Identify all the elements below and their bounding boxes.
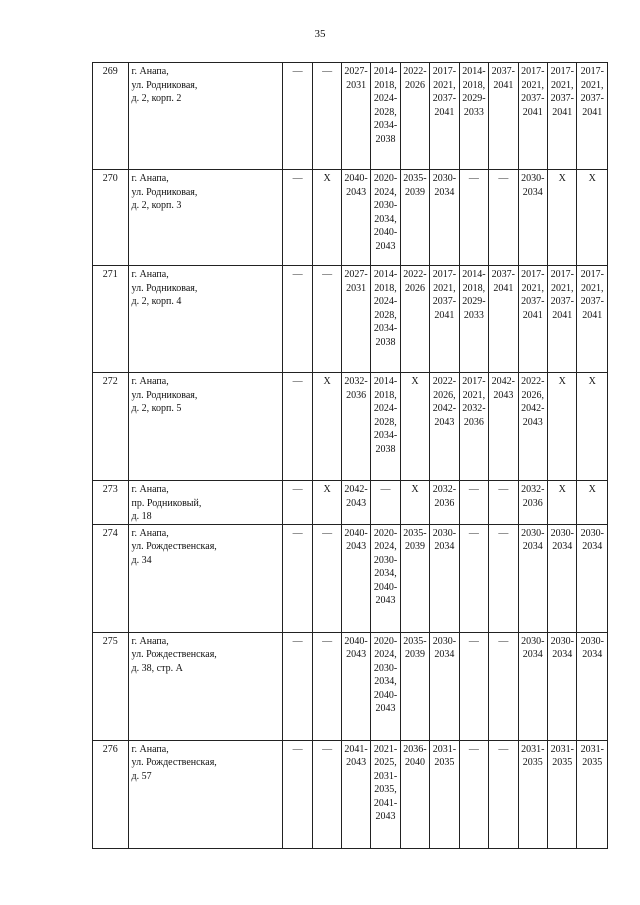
schedule-cell: 2017- 2021, 2037- 2041	[577, 266, 608, 373]
table-row	[93, 63, 608, 170]
schedule-cell: 2022- 2026, 2042- 2043	[518, 373, 547, 481]
schedule-cell: 2030- 2034	[518, 524, 547, 632]
schedule-cell: 2036- 2040	[400, 740, 429, 848]
schedule-cell: —	[459, 632, 488, 740]
schedule-cell: 2037- 2041	[489, 266, 518, 373]
schedule-cell: —	[282, 740, 312, 848]
schedule-cell: —	[282, 524, 312, 632]
page-number: 35	[314, 28, 326, 40]
schedule-cell: 2035- 2039	[400, 170, 429, 266]
repair-schedule-table	[92, 62, 608, 849]
schedule-cell: —	[489, 524, 518, 632]
schedule-cell: 2031- 2035	[430, 740, 459, 848]
schedule-cell: 2017- 2021, 2037- 2041	[548, 266, 577, 373]
schedule-cell: 2032- 2036	[518, 481, 547, 525]
schedule-cell: —	[313, 632, 341, 740]
schedule-cell: 2017- 2021, 2032- 2036	[459, 373, 488, 481]
schedule-cell: 2027- 2031	[341, 266, 370, 373]
schedule-cell: Х	[313, 481, 341, 525]
schedule-cell: —	[282, 63, 312, 170]
address-cell: г. Анапа, ул. Родниковая, д. 2, корп. 2	[128, 63, 282, 170]
address-cell: г. Анапа, ул. Родниковая, д. 2, корп. 5	[128, 373, 282, 481]
schedule-cell: 2040- 2043	[341, 524, 370, 632]
schedule-cell: —	[282, 373, 312, 481]
schedule-cell: 2027- 2031	[341, 63, 370, 170]
schedule-cell: —	[489, 170, 518, 266]
table-row	[93, 481, 608, 525]
schedule-cell: —	[282, 170, 312, 266]
schedule-cell: Х	[313, 373, 341, 481]
schedule-cell: 2030- 2034	[577, 632, 608, 740]
schedule-cell: 2040- 2043	[341, 170, 370, 266]
schedule-cell: 2032- 2036	[341, 373, 370, 481]
schedule-cell: 2014- 2018, 2024- 2028, 2034- 2038	[371, 373, 400, 481]
schedule-cell: 2030- 2034	[577, 524, 608, 632]
schedule-cell: 2035- 2039	[400, 632, 429, 740]
schedule-cell: —	[459, 481, 488, 525]
schedule-cell: —	[313, 740, 341, 848]
schedule-cell: Х	[548, 170, 577, 266]
schedule-cell: —	[459, 740, 488, 848]
address-cell: г. Анапа, ул. Родниковая, д. 2, корп. 3	[128, 170, 282, 266]
schedule-cell: 2030- 2034	[548, 632, 577, 740]
schedule-cell: —	[459, 524, 488, 632]
schedule-cell: 2030- 2034	[548, 524, 577, 632]
row-number: 276	[93, 740, 129, 848]
schedule-cell: 2020- 2024, 2030- 2034, 2040- 2043	[371, 632, 400, 740]
schedule-cell: Х	[548, 373, 577, 481]
schedule-cell: 2032- 2036	[430, 481, 459, 525]
table-row	[93, 740, 608, 848]
schedule-cell: —	[313, 266, 341, 373]
schedule-cell: —	[282, 481, 312, 525]
schedule-cell: Х	[548, 481, 577, 525]
schedule-cell: 2017- 2021, 2037- 2041	[518, 266, 547, 373]
row-number: 270	[93, 170, 129, 266]
address-cell: г. Анапа, ул. Рождественская, д. 38, стр. А	[128, 632, 282, 740]
schedule-cell: 2022- 2026, 2042- 2043	[430, 373, 459, 481]
schedule-cell: —	[313, 524, 341, 632]
schedule-cell: —	[282, 266, 312, 373]
row-number: 272	[93, 373, 129, 481]
schedule-cell: 2014- 2018, 2029- 2033	[459, 266, 488, 373]
schedule-cell: 2022- 2026	[400, 63, 429, 170]
schedule-cell: 2017- 2021, 2037- 2041	[518, 63, 547, 170]
schedule-cell: Х	[577, 481, 608, 525]
schedule-cell: 2017- 2021, 2037- 2041	[430, 63, 459, 170]
schedule-cell: 2037- 2041	[489, 63, 518, 170]
schedule-cell: —	[282, 632, 312, 740]
schedule-cell: —	[489, 740, 518, 848]
address-cell: г. Анапа, ул. Рождественская, д. 57	[128, 740, 282, 848]
address-cell: г. Анапа, ул. Рождественская, д. 34	[128, 524, 282, 632]
schedule-cell: Х	[577, 170, 608, 266]
schedule-cell: 2030- 2034	[518, 632, 547, 740]
row-number: 271	[93, 266, 129, 373]
schedule-cell: 2020- 2024, 2030- 2034, 2040- 2043	[371, 170, 400, 266]
row-number: 273	[93, 481, 129, 525]
schedule-cell: 2014- 2018, 2024- 2028, 2034- 2038	[371, 266, 400, 373]
schedule-cell: 2017- 2021, 2037- 2041	[548, 63, 577, 170]
schedule-cell: 2022- 2026	[400, 266, 429, 373]
row-number: 275	[93, 632, 129, 740]
schedule-cell: 2017- 2021, 2037- 2041	[430, 266, 459, 373]
schedule-cell: 2020- 2024, 2030- 2034, 2040- 2043	[371, 524, 400, 632]
table-row	[93, 373, 608, 481]
table-row	[93, 632, 608, 740]
table-row	[93, 266, 608, 373]
schedule-cell: 2042- 2043	[489, 373, 518, 481]
schedule-cell: Х	[400, 373, 429, 481]
schedule-cell: Х	[400, 481, 429, 525]
schedule-cell: 2021- 2025, 2031- 2035, 2041- 2043	[371, 740, 400, 848]
schedule-cell: 2035- 2039	[400, 524, 429, 632]
schedule-cell: 2014- 2018, 2029- 2033	[459, 63, 488, 170]
schedule-cell: 2014- 2018, 2024- 2028, 2034- 2038	[371, 63, 400, 170]
schedule-cell: 2040- 2043	[341, 632, 370, 740]
schedule-cell: —	[489, 481, 518, 525]
table-row	[93, 170, 608, 266]
schedule-cell: 2030- 2034	[430, 170, 459, 266]
schedule-cell: —	[459, 170, 488, 266]
schedule-cell: 2030- 2034	[430, 524, 459, 632]
schedule-cell: —	[313, 63, 341, 170]
schedule-cell: —	[371, 481, 400, 525]
schedule-cell: 2031- 2035	[577, 740, 608, 848]
schedule-cell: 2031- 2035	[548, 740, 577, 848]
schedule-cell: 2030- 2034	[518, 170, 547, 266]
schedule-cell: 2017- 2021, 2037- 2041	[577, 63, 608, 170]
address-cell: г. Анапа, пр. Родниковый, д. 18	[128, 481, 282, 525]
row-number: 274	[93, 524, 129, 632]
schedule-cell: Х	[313, 170, 341, 266]
schedule-cell: 2031- 2035	[518, 740, 547, 848]
schedule-cell: 2041- 2043	[341, 740, 370, 848]
table-row	[93, 524, 608, 632]
schedule-cell: 2030- 2034	[430, 632, 459, 740]
schedule-cell: 2042- 2043	[341, 481, 370, 525]
row-number: 269	[93, 63, 129, 170]
schedule-cell: Х	[577, 373, 608, 481]
address-cell: г. Анапа, ул. Родниковая, д. 2, корп. 4	[128, 266, 282, 373]
schedule-cell: —	[489, 632, 518, 740]
